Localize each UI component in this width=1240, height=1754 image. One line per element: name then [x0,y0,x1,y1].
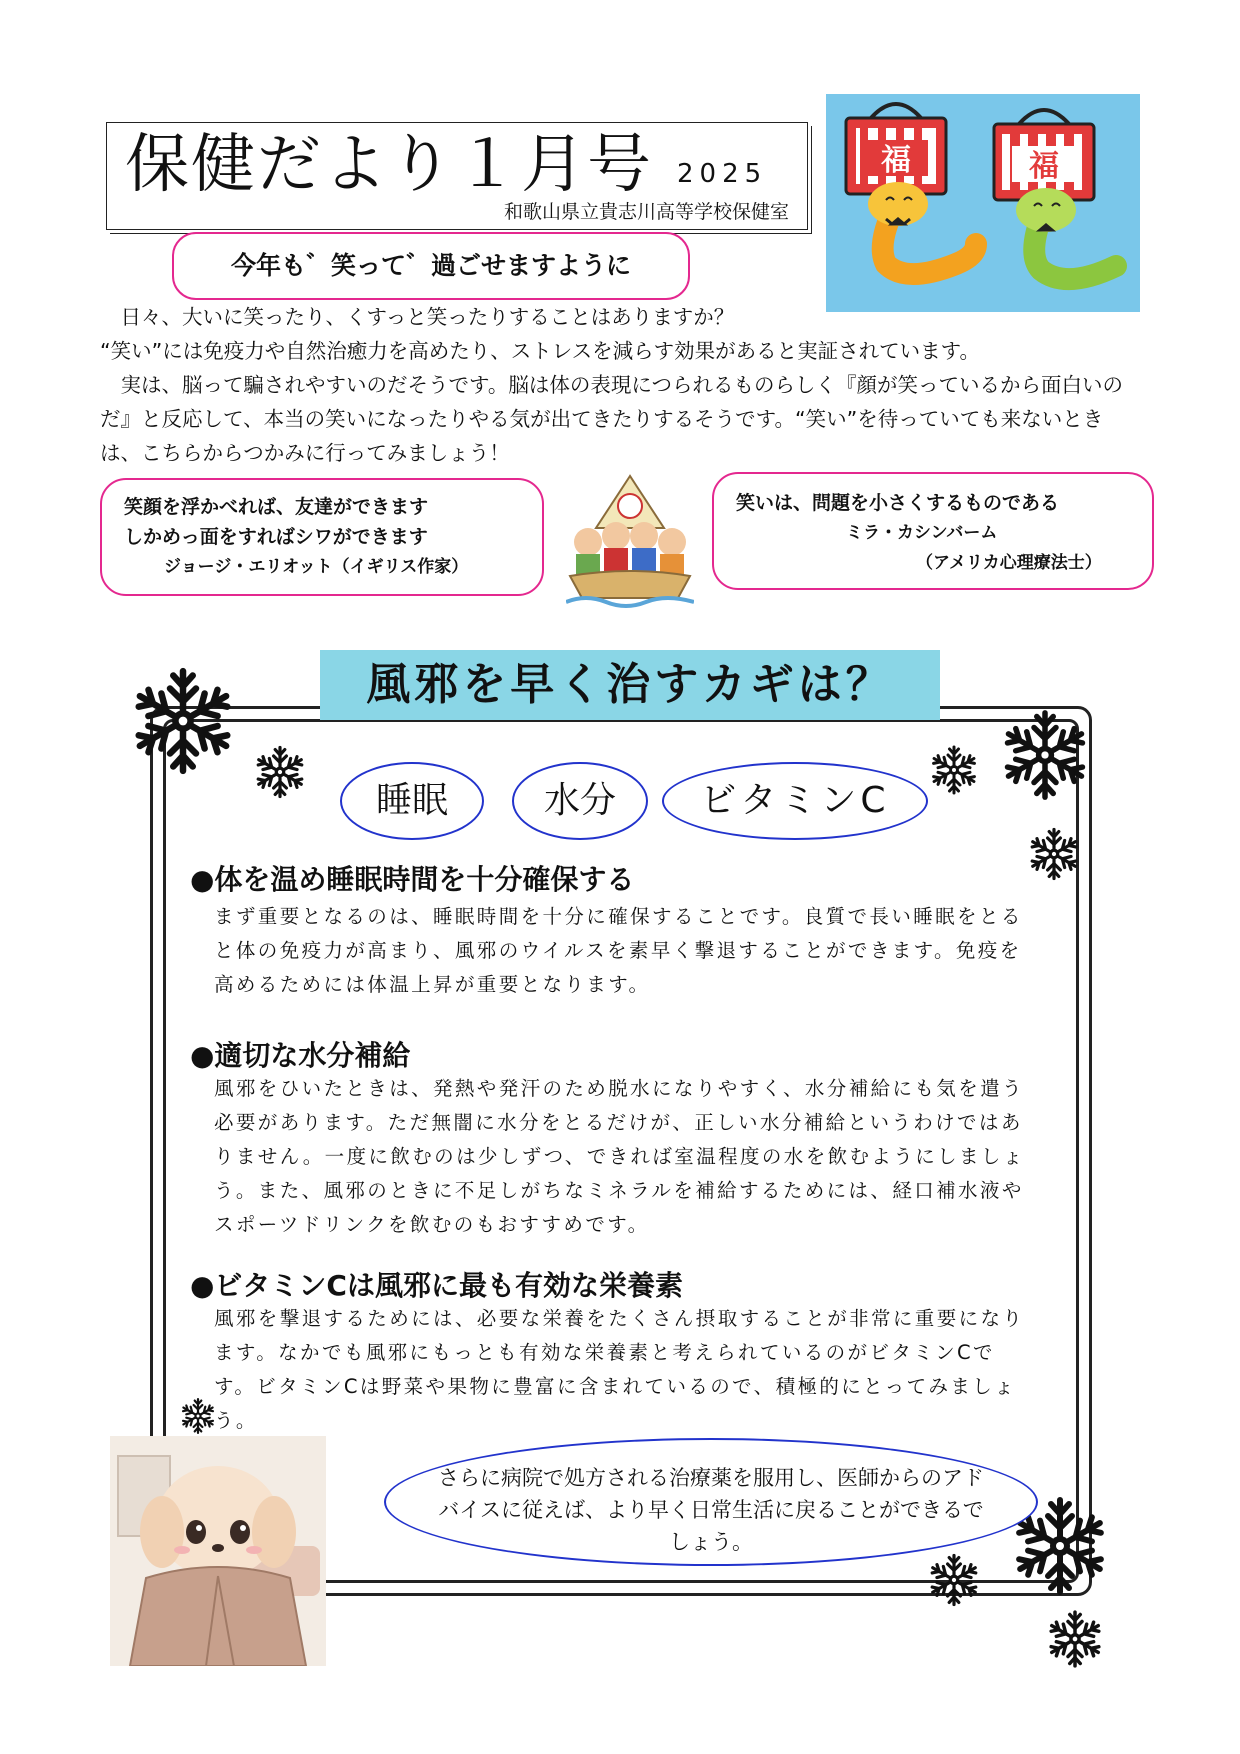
snowflake-icon [924,740,984,800]
svg-text:福: 福 [1029,149,1059,184]
quote-box-eliot [100,478,544,596]
quote-line: 笑いは、問題を小さくするものである [736,492,1060,514]
section-heading-water: ●適切な水分補給 [190,1039,411,1072]
cold-section-title: 風邪を早く治すカギは？ [320,650,940,720]
snowflake-icon [248,740,312,804]
snowflake-icon [922,1548,986,1612]
school-name: 和歌山県立貴志川高等学校保健室 [503,201,789,223]
snake-lucky-bag-illustration [826,94,1140,312]
section-body-vitamin-c: 風邪を撃退するためには、必要な栄養をたくさん摂取することが非常に重要になります。なかでも風邪にもっとも有効な栄養素と考えられているのがビタミンCです。ビタミンCは野菜や果物に豊富に含まれているので、積極的にとってみましょう。 [214,1307,1025,1432]
quote-box-kashinbaum [712,472,1154,590]
section-body-sleep: まず重要となるのは、睡眠時間を十分に確保することです。良質で長い睡眠をとると体の免疫力が高まり、風邪のウイルスを素早く撃退することができます。免疫を高めるためには体温上昇が重要となります。 [214,905,1023,996]
snowflake-icon [990,700,1100,810]
quote-role: （アメリカ心理療法士） [916,553,1102,573]
page-title: 保健だより１月号 [125,128,653,202]
snowflake-icon [1040,1604,1110,1674]
section-heading-sleep: ●体を温め睡眠時間を十分確保する [190,863,635,896]
seven-lucky-gods-illustration [566,470,694,612]
advice-oval: さらに病院で処方される治療薬を服用し、医師からのアドバイスに従えば、より早く日常生活に戻ることができるでしょう。 [384,1438,1038,1566]
title-box [106,122,808,230]
snowflake-icon [1022,822,1086,886]
svg-text:福: 福 [881,143,911,178]
section-heading-vitamin-c: ●ビタミンCは風邪に最も有効な栄養素 [190,1269,683,1302]
quote-line: 笑顔を浮かべれば、友達ができます [124,496,429,518]
subtitle-banner: 今年も゛笑って゛過ごせますように [172,232,690,300]
snowflake-icon [118,656,248,786]
quote-author: ジョージ・エリオット（イギリス作家） [164,557,469,577]
key-sleep: 睡眠 [340,762,484,840]
quote-author: ミラ・カシンバーム [846,523,998,543]
issue-year: 2025 [677,159,768,189]
key-vitamin-c: ビタミンC [662,762,928,840]
quote-line: しかめっ面をすればシワができます [124,526,428,548]
sick-puppy-illustration [110,1436,326,1666]
key-water: 水分 [512,762,648,840]
intro-line: 日々、大いに笑ったり、くすっと笑ったりすることはありますか？ [100,305,735,329]
intro-line: “笑い”には免疫力や自然治癒力を高めたり、ストレスを減らす効果があると実証されています。 [100,339,980,363]
intro-text [100,300,1140,470]
intro-line: 実は、脳って騙されやすいのだそうです。脳は体の表現につられるものらしく『顔が笑っているから面白いのだ』と反応して、本当の笑いになったりやる気が出てきたりするそうです。“笑い”を待っていても来ないときは、こちらからつかみに行ってみましょう！ [100,373,1123,465]
section-body-water: 風邪をひいたときは、発熱や発汗のため脱水になりやすく、水分補給にも気を遣う必要があります。ただ無闇に水分をとるだけが、正しい水分補給というわけではありません。一度に飲むのは少しずつ、できれば室温程度の水を飲むようにしましょう。また、風邪のときに不足しがちなミネラルを補給するためには、経口補水液やスポーツドリンクを飲むのもおすすめです。 [214,1077,1025,1236]
